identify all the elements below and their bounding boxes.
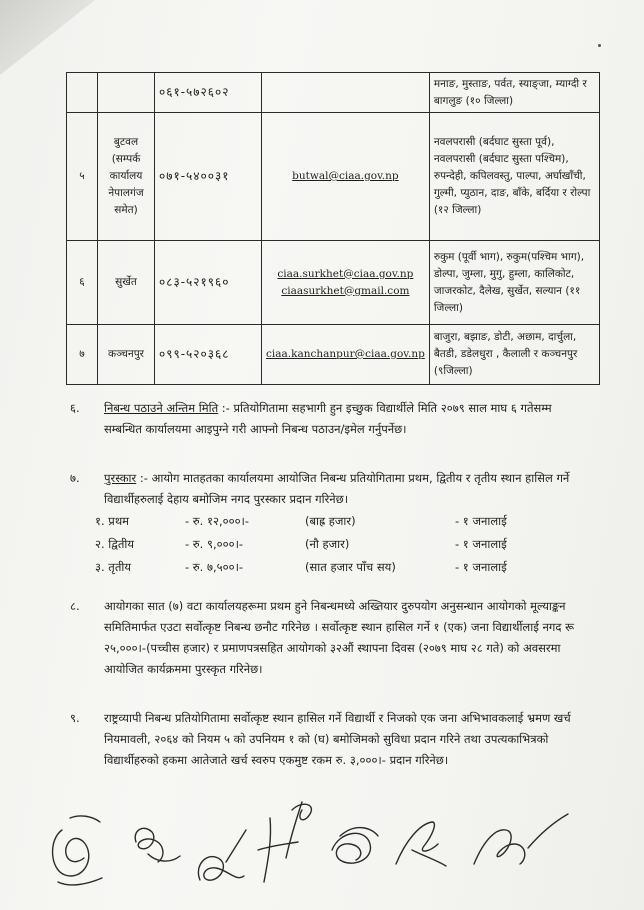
- email-link[interactable]: ciaa.kanchanpur@ciaa.gov.np: [266, 348, 425, 360]
- prize-rank: १. प्रथम: [95, 514, 130, 528]
- page-speck: [598, 44, 601, 47]
- email-link[interactable]: ciaa.surkhet@ciaa.gov.np: [277, 267, 414, 280]
- signature-6: [396, 822, 446, 866]
- phone-cell: ०८३-५२१९६०: [155, 241, 262, 325]
- table-row: [67, 325, 600, 385]
- item-number: ७.: [70, 471, 80, 485]
- prize-count: - १ जनालाई: [455, 537, 507, 551]
- prize-rank: ३. तृतीय: [95, 560, 132, 574]
- email-cell: [262, 113, 430, 241]
- districts-cell: बाजुरा, बझाङ, डोटी, अछाम, दार्चुला, बैतडी, डडेलधुरा , कैलाली र कञ्चनपुर (९जिल्ला): [429, 325, 599, 385]
- districts-cell: रुकुम (पूर्वी भाग), रुकुम(पश्चिम भाग), डोल्पा, जुम्ला, मुगु, हुम्ला, कालिकोट, जाजरकोट, दैलेख, सुर्खेत, सल्यान (११ जिल्ला): [429, 241, 599, 325]
- signature-7: [474, 814, 568, 864]
- prize-count: - १ जनालाई: [455, 514, 507, 528]
- office-table: [66, 72, 600, 385]
- email-cell: [262, 73, 430, 113]
- phone-cell: ०९९-५२०३६८: [155, 325, 262, 385]
- districts-cell: मनाङ, मुस्ताङ, पर्वत, स्याङ्जा, म्याग्दी र बागलुङ (१० जिल्ला): [429, 73, 599, 113]
- signature-2: [135, 828, 180, 862]
- table-row: [67, 241, 600, 325]
- prize-amount: - रु. १२,०००।-: [185, 514, 250, 528]
- item-number: ९.: [70, 711, 80, 725]
- signature-5: [332, 828, 378, 864]
- signature-3: [198, 830, 246, 880]
- serial-cell: ६: [67, 241, 98, 325]
- phone-cell: ०६१-५७२६०२: [155, 73, 262, 113]
- prize-row: [95, 514, 565, 534]
- item-text: :- आयोग मातहतका कार्यालयमा आयोजित निबन्ध प्रतियोगितामा प्रथम, द्वितीय र तृतीय स्थान हासिल गर्ने विद्यार्थीहरुलाई देहाय बमोजिम नगद पुरस्कार प्रदान गरिनेछ।: [104, 471, 570, 506]
- office-name-cell: कञ्चनपुर: [98, 325, 155, 385]
- prize-amount: - रु. ९,०००।-: [185, 537, 244, 551]
- item-text: :- प्रतियोगितामा सहभागी हुन इच्छुक विद्यार्थीले मिति २०७९ साल माघ ६ गतेसम्म सम्बन्धित कार्यालयमा आइपुग्ने गरी आफ्नो निबन्ध पठाउन/इमेल गर्नुपर्नेछ।: [104, 401, 552, 436]
- prize-row: [95, 560, 565, 580]
- prize-row: [95, 537, 565, 557]
- signatures-image: [40, 770, 600, 910]
- item-number: ६.: [70, 401, 80, 415]
- item-best-essay: [70, 596, 590, 680]
- email-link[interactable]: butwal@ciaa.gov.np: [292, 170, 399, 182]
- item-text: राष्ट्रव्यापी निबन्ध प्रतियोगितामा सर्वोत्कृष्ट स्थान हासिल गर्ने विद्यार्थी र निजको एक जना अभिभावकलाई भ्रमण खर्च नियमावली, २०६४ को नियम ५ को उपनियम १ को (घ) बमोजिमको सुविधा प्रदान गरिने तथा उपत्यकाभित्रको विद्यार्थीहरुको हकमा आतेजाते खर्च स्वरुप एकमुष्ट रकम रु. ३,०००।- प्रदान गरिनेछ।: [104, 711, 571, 767]
- serial-cell: ५: [67, 113, 98, 241]
- office-name-cell: [98, 73, 155, 113]
- item-number: ८.: [70, 599, 80, 613]
- item-deadline: [70, 398, 570, 440]
- office-name-cell: बुटवल (सम्पर्क कार्यालय नेपालगंज समेत): [98, 113, 155, 241]
- prize-words: (नौ हजार): [305, 537, 350, 551]
- signature-4: [258, 802, 311, 882]
- phone-cell: ०७१-५४००३१: [155, 113, 262, 241]
- email-cell: [262, 241, 430, 325]
- table-row: [67, 113, 600, 241]
- prize-words: (सात हजार पाँच सय): [305, 560, 396, 574]
- serial-cell: [67, 73, 98, 113]
- table-row: [67, 73, 600, 113]
- item-title: निबन्ध पठाउने अन्तिम मिति: [104, 401, 219, 415]
- email-cell: [262, 325, 430, 385]
- serial-cell: ७: [67, 325, 98, 385]
- office-name-cell: सुर्खेत: [98, 241, 155, 325]
- item-text: आयोगका सात (७) वटा कार्यालयहरूमा प्रथम हुने निबन्धमध्ये अख्तियार दुरुपयोग अनुसन्धान आयोगको मूल्याङ्कन समितिमार्फत एउटा सर्वोत्कृष्ट निबन्ध छनौट गरिनेछ । सर्वोत्कृष्ट स्थान हासिल गर्ने १ (एक) जना विद्यार्थीलाई नगद रू २५,०००।-(पच्चीस हजार) र प्रमाणपत्रसहित आयोगको ३२औं स्थापना दिवस (२०७९ माघ २८ गते) को अवसरमा आयोजित कार्यक्रममा पुरस्कृत गरिनेछ।: [104, 599, 575, 676]
- signature-1: [53, 816, 102, 885]
- districts-cell: नवलपरासी (बर्दघाट सुस्ता पूर्व), नवलपरासी (बर्दघाट सुस्ता पश्चिम), रुपन्देही, कपिलवस्तु, पाल्पा, अर्घाखाँची, गुल्मी, प्युठान, दाङ, बाँके, बर्दिया र रोल्पा (१२ जिल्ला): [429, 113, 599, 241]
- prize-words: (बाह्र हजार): [305, 514, 356, 528]
- item-prize: [70, 468, 570, 510]
- prize-rank: २. द्वितीय: [95, 537, 135, 551]
- item-travel-allowance: [70, 708, 590, 771]
- item-title: पुरस्कार: [104, 471, 137, 485]
- prize-count: - १ जनालाई: [455, 560, 507, 574]
- email-link-alt[interactable]: ciaasurkhet@gmail.com: [281, 284, 410, 297]
- prize-amount: - रु. ७,५००।-: [185, 560, 244, 574]
- folded-corner: [0, 0, 95, 75]
